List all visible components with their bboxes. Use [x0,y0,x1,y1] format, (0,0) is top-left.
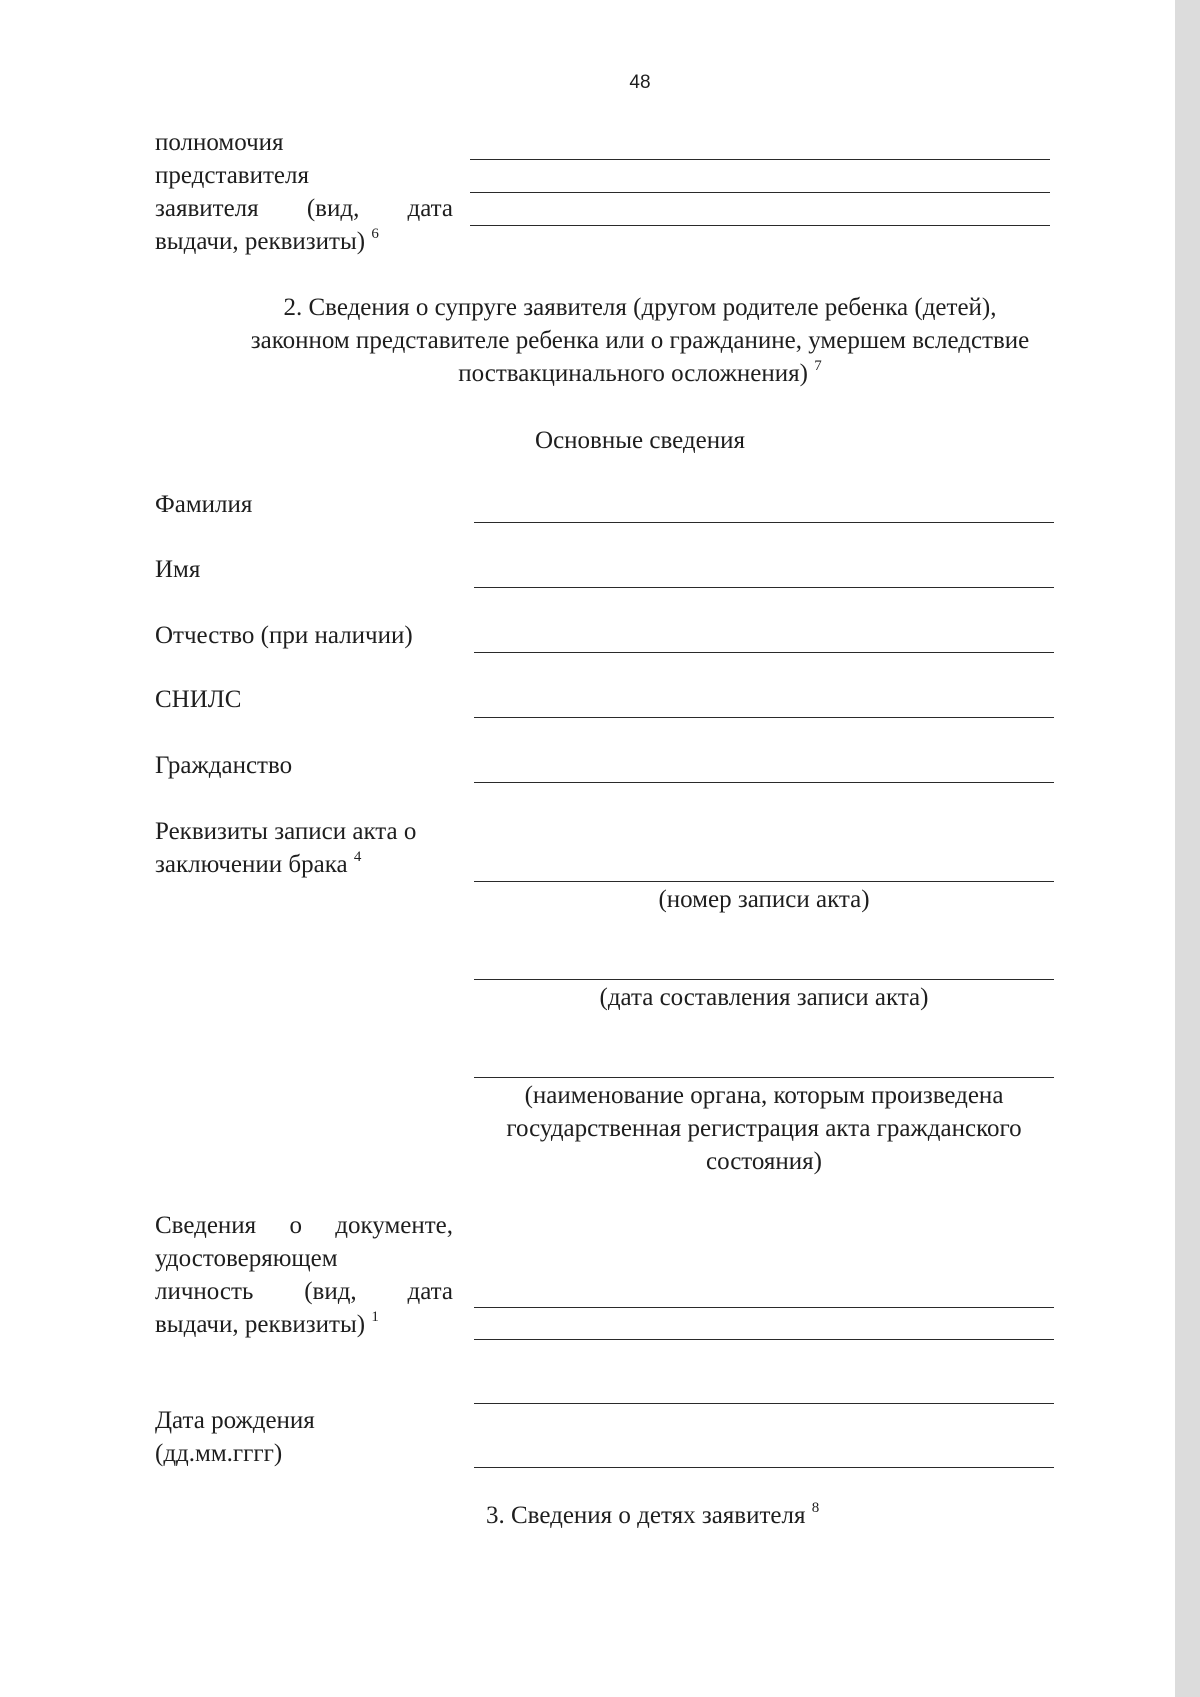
citizenship-field[interactable] [474,782,1054,783]
section2-heading-line3: поствакцинального осложнения) $^7$ [458,357,822,387]
rep-field-line-1[interactable] [470,159,1050,160]
footnote-ref-4: 4 [353,848,362,865]
id-doc-label-line4: выдачи, реквизиты) $^1$ [155,1308,379,1338]
id-doc-label-line2: удостоверяющем [155,1245,338,1272]
marriage-act-date-field[interactable] [474,979,1054,980]
patronymic-field[interactable] [474,652,1054,653]
rep-label-line4: выдачи, реквизиты) $^6$ [155,225,379,255]
act-number-caption: (номер записи акта) [658,886,870,913]
name-field[interactable] [474,587,1054,588]
surname-label: Фамилия [155,491,253,518]
birth-date-field[interactable] [474,1467,1054,1468]
footnote-ref-1: 1 [371,1308,379,1325]
name-label: Имя [155,556,201,583]
birth-date-label-line2: (дд.мм.гггг) [155,1440,283,1467]
scrollbar[interactable] [1175,0,1200,1697]
footnote-ref-7: 7 [814,357,822,374]
authority-caption-line2: государственная регистрация акта гражданского [506,1115,1022,1142]
id-doc-label-line1: Сведения о документе, [155,1212,454,1239]
marriage-label-line2: заключении брака $^4$ [155,848,362,878]
id-doc-field-line-1[interactable] [474,1307,1054,1308]
citizenship-label: Гражданство [155,752,293,779]
page-number: 48 [629,72,651,93]
rep-label-line2: представителя [155,162,309,189]
id-doc-field-line-3[interactable] [474,1403,1054,1404]
authority-caption-line1: (наименование органа, которым произведена [524,1082,1004,1109]
main-info-subheading: Основные сведения [535,427,745,454]
surname-field[interactable] [474,522,1054,523]
authority-caption-line3: состояния) [705,1148,822,1175]
section2-heading-line2: законном представителе ребенка или о гражданине, умершем вследствие [250,327,1030,354]
id-doc-label-line3: личность (вид, дата [155,1278,453,1305]
footnote-ref-6: 6 [371,225,379,242]
registration-authority-field[interactable] [474,1077,1054,1078]
rep-field-line-2[interactable] [470,192,1050,193]
footnote-ref-8: 8 [811,1499,820,1516]
rep-field-line-3[interactable] [470,225,1050,226]
marriage-label-line1: Реквизиты записи акта о [155,818,417,845]
section2-heading-line1: 2. Сведения о супруге заявителя (другом родителе ребенка (детей), [283,294,997,321]
rep-label-line1: полномочия [155,129,284,156]
rep-label-line3: заявителя (вид, дата [155,195,454,222]
marriage-act-number-field[interactable] [474,881,1054,882]
birth-date-label-line1: Дата рождения [155,1407,315,1434]
act-date-caption: (дата составления записи акта) [599,984,929,1011]
snils-label: СНИЛС [155,686,242,713]
snils-field[interactable] [474,717,1054,718]
section3-heading: 3. Сведения о детях заявителя $^8$ [486,1499,820,1529]
id-doc-field-line-2[interactable] [474,1339,1054,1340]
patronymic-label: Отчество (при наличии) [155,622,413,649]
